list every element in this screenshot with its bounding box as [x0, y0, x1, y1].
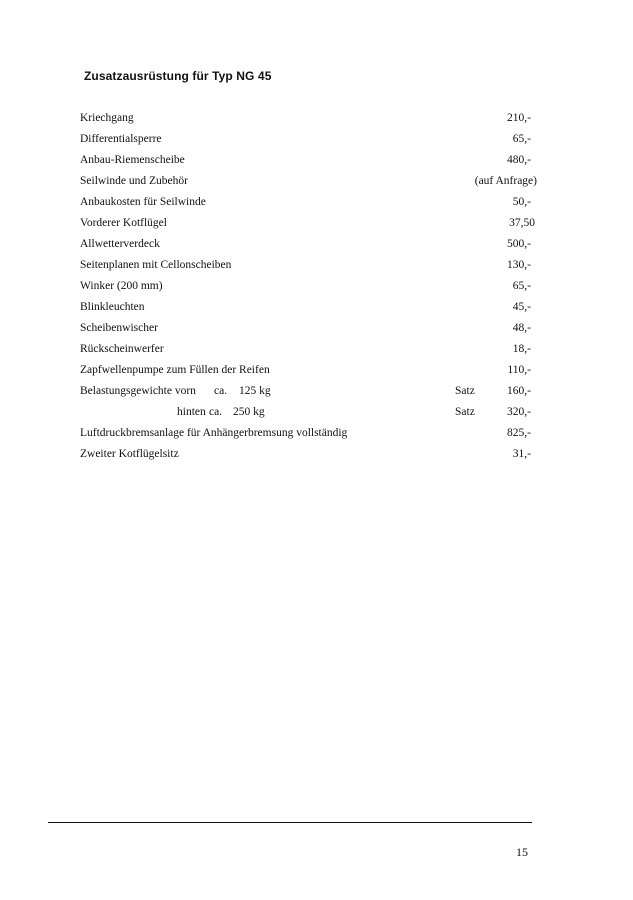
item-qualifier: ca. [209, 406, 223, 418]
list-item [0, 173, 633, 189]
item-label: Kriechgang [80, 112, 134, 124]
item-weight: 250 kg [233, 406, 265, 418]
item-label: Anbaukosten für Seilwinde [80, 196, 206, 208]
item-label: Rückscheinwerfer [80, 343, 164, 355]
item-label: Belastungsgewichte vorn [80, 385, 196, 397]
page-title: Zusatzausrüstung für Typ NG 45 [84, 69, 272, 83]
list-item [0, 299, 633, 315]
item-price: 65,- [512, 133, 531, 145]
item-unit: Satz [455, 385, 475, 397]
item-label: Winker (200 mm) [80, 280, 163, 292]
item-price: 160,- [507, 385, 531, 397]
item-label: Seilwinde und Zubehör [80, 175, 188, 187]
list-item [0, 362, 633, 378]
item-label: Anbau-Riemenscheibe [80, 154, 185, 166]
list-item [0, 110, 633, 126]
list-item [0, 236, 633, 252]
list-item [0, 383, 633, 399]
item-label: Blinkleuchten [80, 301, 145, 313]
item-qualifier: ca. [214, 385, 228, 397]
list-item [0, 215, 633, 231]
item-price: 500,- [507, 238, 531, 250]
item-weight: 125 kg [239, 385, 271, 397]
list-item [0, 446, 633, 462]
item-label: Zapfwellenpumpe zum Füllen der Reifen [80, 364, 270, 376]
list-item [0, 152, 633, 168]
page-number: 15 [516, 845, 528, 859]
list-item [0, 425, 633, 441]
footer-divider [48, 822, 532, 823]
list-item [0, 404, 633, 420]
item-price: 45,- [512, 301, 531, 313]
item-price: 130,- [507, 259, 531, 271]
item-label: Zweiter Kotflügelsitz [80, 448, 179, 460]
list-item [0, 257, 633, 273]
list-item [0, 131, 633, 147]
item-price: 825,- [507, 427, 531, 439]
item-price: 50,- [512, 196, 531, 208]
item-label: Differentialsperre [80, 133, 162, 145]
item-price: 210,- [507, 112, 531, 124]
list-item [0, 320, 633, 336]
item-price: 37,50 [509, 217, 535, 229]
list-item [0, 278, 633, 294]
item-price: 48,- [512, 322, 531, 334]
item-label: Allwetterverdeck [80, 238, 160, 250]
item-label: Seitenplanen mit Cellonscheiben [80, 259, 232, 271]
list-item [0, 194, 633, 210]
item-price: 65,- [512, 280, 531, 292]
item-label: Scheibenwischer [80, 322, 158, 334]
item-price: 480,- [507, 154, 531, 166]
item-price: (auf Anfrage) [474, 175, 537, 187]
item-price: 18,- [512, 343, 531, 355]
item-price: 110,- [507, 364, 531, 376]
item-label: Vorderer Kotflügel [80, 217, 167, 229]
item-label: hinten [177, 406, 206, 418]
item-price: 31,- [512, 448, 531, 460]
item-price: 320,- [507, 406, 531, 418]
item-unit: Satz [455, 406, 475, 418]
list-item [0, 341, 633, 357]
item-label: Luftdruckbremsanlage für Anhängerbremsung vollständig [80, 427, 348, 439]
